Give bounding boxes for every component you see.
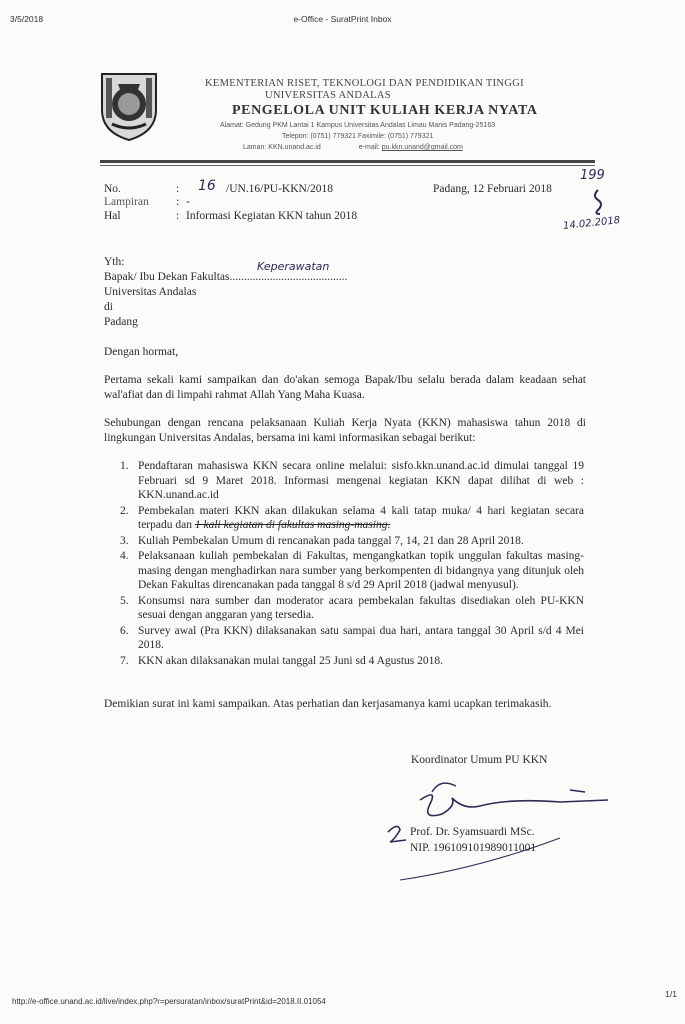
recipient-university: Universitas Andalas	[104, 286, 197, 298]
university-logo	[98, 70, 160, 142]
list-item-text: Kuliah Pembekalan Umum di rencanakan pada tanggal 7, 14, 21 dan 28 April 2018.	[138, 534, 524, 547]
recipient-di: di	[104, 301, 113, 313]
handwritten-letter-number: 16	[198, 178, 216, 194]
print-page-title: e-Office - SuratPrint Inbox	[293, 14, 392, 24]
list-item	[104, 624, 584, 653]
no-colon: :	[176, 183, 180, 195]
signatory-role: Koordinator Umum PU KKN	[411, 754, 548, 766]
print-date: 3/5/2018	[10, 14, 44, 24]
handwritten-faculty: Keperawatan	[257, 260, 330, 273]
university-name: UNIVERSITAS ANDALAS	[265, 90, 391, 101]
signatory-name: Prof. Dr. Syamsuardi MSc.	[410, 826, 535, 838]
list-item-number: 4.	[120, 550, 129, 562]
list-item-text: Pendaftaran mahasiswa KKN secara online melalui: sisfo.kkn.unand.ac.id dimulai tanggal 19 Februari sd 9 Maret 2018. Informasi mengenai kegiatan KKN dapat dilihat di web : KKN.unand.ac.id	[138, 460, 584, 501]
greeting: Dengan hormat,	[104, 346, 179, 358]
list-item-number: 6.	[120, 624, 129, 637]
letterhead-divider-thin	[100, 165, 595, 166]
subject: Informasi Kegiatan KKN tahun 2018	[186, 210, 358, 222]
list-item-text: Survey awal (Pra KKN) dilaksanakan satu sampai dua hari, antara tanggal 30 April s/d 4 Mei 2018.	[138, 624, 584, 651]
list-item	[104, 654, 584, 669]
information-list	[104, 459, 584, 669]
city-date: Padang, 12 Februari 2018	[433, 183, 552, 195]
lampiran-colon: :	[176, 196, 180, 208]
signatory-nip: NIP. 196109101989011001	[410, 842, 537, 854]
hal-colon: :	[176, 210, 180, 222]
list-item-struck-text: 1 kali kegiatan di fakultas masing-masing.	[194, 519, 391, 531]
list-item-text: Pembekalan materi KKN akan dilakukan selama 4 kali tatap muka/ 4 hari kegiatan secara terpadu dan	[138, 504, 584, 531]
list-item	[104, 459, 584, 503]
list-item	[104, 534, 584, 549]
list-item-number: 7.	[120, 654, 129, 667]
letterhead-email-label: e-mail:	[358, 144, 380, 151]
recipient-city: Padang	[104, 316, 138, 328]
unit-name: PENGELOLA UNIT KULIAH KERJA NYATA	[232, 103, 538, 118]
list-item-number: 1.	[120, 460, 129, 472]
letterhead-divider	[100, 160, 595, 163]
paragraph-closing: Demikian surat ini kami sampaikan. Atas perhatian dan kerjasamanya kami ucapkan terimakasih.	[104, 698, 552, 710]
letter-number: /UN.16/PU-KKN/2018	[226, 183, 334, 195]
list-item-text: Pelaksanaan kuliah pembekalan di Fakultas, mengangkatkan topik unggulan fakultas masing-masing dengan menghadirkan nara sumber yang berkompenten di bidangnya yang ditunjuk oleh Dekan Fakultas direncanakan pada tanggal 8 s/d 29 April 2018 (jadwal menyusul).	[138, 550, 584, 591]
letterhead-contact	[243, 144, 463, 151]
list-item	[104, 549, 584, 593]
paragraph-opening: Pertama sekali kami sampaikan dan do'akan semoga Bapak/Ibu selalu berada dalam keadaan sehat wal'afiat dan di limpahi rahmat Allah Yang Maha Kuasa.	[104, 374, 586, 401]
paragraph-context: Sehubungan dengan rencana pelaksanaan Kuliah Kerja Nyata (KKN) mahasiswa tahun 2018 di lingkungan Universitas Andalas, bersama ini kami informasikan sebagai berikut:	[104, 417, 586, 444]
list-item-text: Konsumsi nara sumber dan moderator acara pembekalan fakultas disediakan oleh PU-KKN sesuai dengan anggaran yang tersedia.	[138, 594, 584, 621]
letterhead-address: Alamat: Gedung PKM Lantai 1 Kampus Universitas Andalas Limau Manis Padang-25163	[220, 122, 496, 129]
list-item	[104, 594, 584, 623]
list-item-number: 2.	[120, 504, 129, 517]
list-item	[104, 504, 584, 533]
letterhead-website: Laman: KKN.unand.ac.id	[243, 144, 321, 151]
handwritten-annotation-date: 14.02.2018	[562, 215, 621, 232]
hal-label: Hal	[104, 210, 121, 222]
ministry-name: KEMENTERIAN RISET, TEKNOLOGI DAN PENDIDIKAN TINGGI	[205, 78, 524, 89]
letterhead-email: pu.kkn.unand@gmail.com	[381, 144, 463, 151]
print-page-number: 1/1	[665, 989, 677, 999]
lampiran-value: -	[186, 196, 190, 208]
handwritten-annotation-number: 199	[580, 168, 605, 183]
handwritten-mark	[590, 188, 606, 216]
lampiran-label: Lampiran	[104, 196, 149, 208]
list-item-number: 5.	[120, 594, 129, 607]
recipient-yth: Yth:	[104, 256, 125, 268]
list-item-text: KKN akan dilaksanakan mulai tanggal 25 Juni sd 4 Agustus 2018.	[138, 654, 444, 667]
list-item-number: 3.	[120, 534, 129, 547]
recipient-line: Bapak/ Ibu Dekan Fakultas.........................................	[104, 271, 348, 283]
print-url: http://e-office.unand.ac.id/live/index.php?r=persuratan/inbox/suratPrint&id=2018.II.01054	[12, 997, 326, 1006]
no-label: No.	[104, 183, 121, 195]
letterhead-phone: Telepon: (0751) 779321 Faximile: (0751) 779321	[282, 133, 434, 140]
